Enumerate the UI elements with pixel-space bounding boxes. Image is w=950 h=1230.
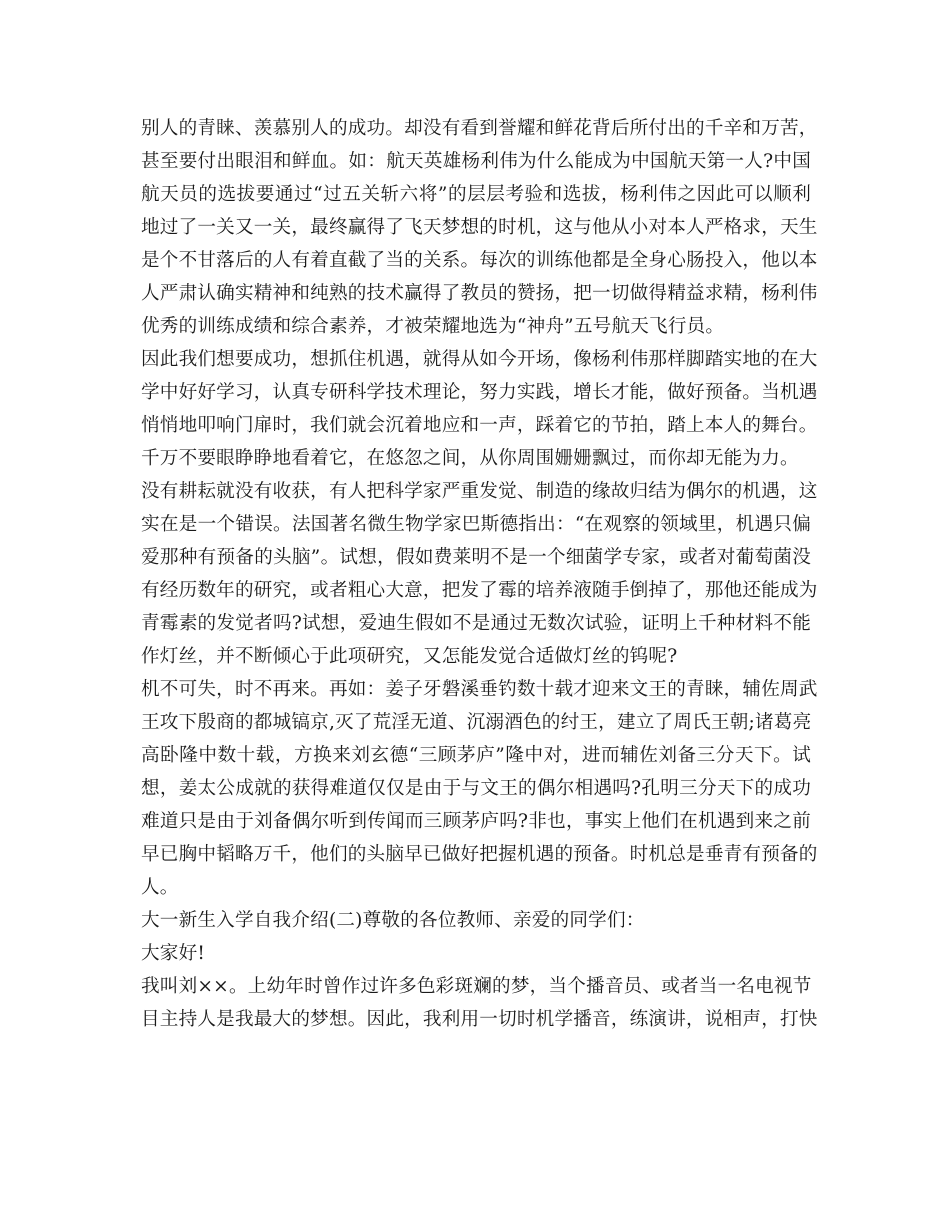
text-line: 高卧隆中数十载，方换来刘玄德“三顾茅庐”隆中对，进而辅佐刘备三分天下。试 [141, 745, 811, 766]
text-line: 爱那种有预备的头脑”。试想，假如费莱明不是一个细菌学专家，或者对葡萄菌没 [141, 547, 811, 568]
text-line: 早已胸中韬略万千，他们的头脑早已做好把握机遇的预备。时机总是垂青有预备的 [141, 844, 818, 865]
text-line: 大一新生入学自我介绍(二)尊敬的各位教师、亲爱的同学们： [141, 910, 645, 931]
text-line: 优秀的训练成绩和综合素养，才被荣耀地选为“神舟”五号航天飞行员。 [141, 316, 725, 337]
text-line: 想，姜太公成就的获得难道仅仅是由于与文王的偶尔相遇吗?孔明三分天下的成功 [141, 778, 811, 799]
text-line: 难道只是由于刘备偶尔听到传闻而三顾茅庐吗?非也，事实上他们在机遇到来之前 [141, 811, 811, 832]
text-line: 学中好好学习，认真专研科学技术理论，努力实践，增长才能，做好预备。当机遇 [141, 382, 818, 403]
text-line: 目主持人是我最大的梦想。因此，我利用一切时机学播音，练演讲，说相声，打快 [141, 1009, 818, 1030]
text-line: 是个不甘落后的人有着直截了当的关系。每次的训练他都是全身心肠投入，他以本 [141, 250, 818, 271]
text-line: 因此我们想要成功，想抓住机遇，就得从如今开场，像杨利伟那样脚踏实地的在大 [141, 349, 818, 370]
document-body [141, 112, 818, 1036]
text-line: 有经历数年的研究，或者粗心大意，把发了霉的培养液随手倒掉了，那他还能成为 [141, 580, 818, 601]
text-line: 王攻下殷商的都城镐京,灭了荒淫无道、沉溺酒色的纣王，建立了周氏王朝;诸葛亮 [141, 712, 812, 733]
text-line: 地过了一关又一关，最终赢得了飞天梦想的时机，这与他从小对本人严格求，天生 [141, 217, 818, 238]
text-line: 航天员的选拔要通过“过五关斩六将”的层层考验和选拔，杨利伟之因此可以顺利 [141, 184, 811, 205]
text-line: 悄悄地叩响门扉时，我们就会沉着地应和一声，踩着它的节拍，踏上本人的舞台。 [141, 415, 818, 436]
text-line: 实在是一个错误。法国著名微生物学家巴斯德指出：“在观察的领域里，机遇只偏 [141, 514, 811, 535]
text-line: 甚至要付出眼泪和鲜血。如：航天英雄杨利伟为什么能成为中国航天第一人?中国 [141, 151, 811, 172]
text-line: 作灯丝，并不断倾心于此项研究，又怎能发觉合适做灯丝的钨呢? [141, 646, 678, 667]
text-line: 青霉素的发觉者吗?试想，爱迪生假如不是通过无数次试验，证明上千种材料不能 [141, 613, 811, 634]
text-line: 机不可失，时不再来。再如：姜子牙磐溪垂钓数十载才迎来文王的青睐，辅佐周武 [141, 679, 818, 700]
text-line: 别人的青睐、羡慕别人的成功。却没有看到誉耀和鲜花背后所付出的千辛和万苦， [141, 118, 818, 139]
text-line: 人。 [141, 877, 179, 898]
text-line: 大家好! [141, 943, 206, 964]
text-line: 千万不要眼睁睁地看着它，在悠忽之间，从你周围姗姗飘过，而你却无能为力。 [141, 448, 799, 469]
text-line: 人严肃认确实精神和纯熟的技术赢得了教员的赞扬，把一切做得精益求精，杨利伟 [141, 283, 818, 304]
text-line: 我叫刘××。上幼年时曾作过许多色彩斑斓的梦，当个播音员、或者当一名电视节 [141, 976, 812, 997]
text-line: 没有耕耘就没有收获，有人把科学家严重发觉、制造的缘故归结为偶尔的机遇，这 [141, 481, 818, 502]
